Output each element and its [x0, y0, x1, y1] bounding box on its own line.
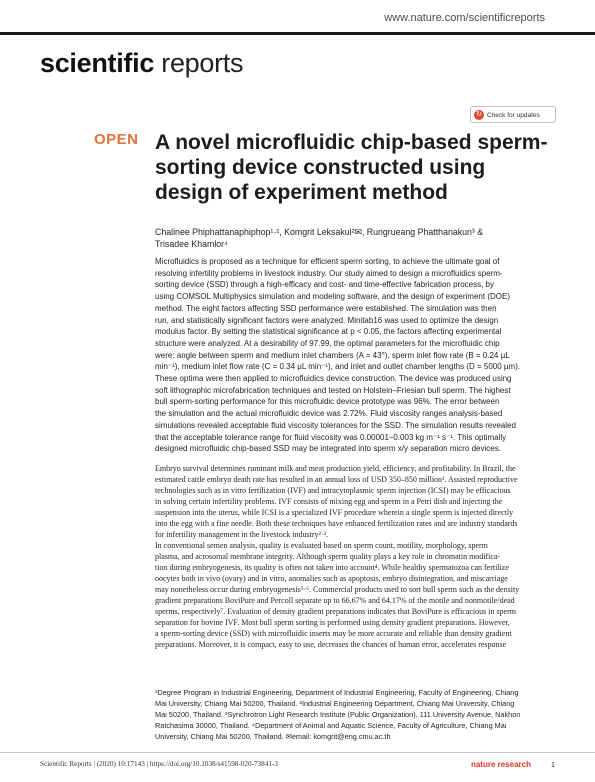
author-line[interactable]: Chalinee Phiphattanaphiphop¹·², Komgrit Leksakul²✉, Rungrueang Phatthanakun³ & — [155, 227, 484, 237]
open-access-label: OPEN — [94, 131, 139, 148]
body-line: gradient preparations BoviPure and Percoll separate up to 66.67% and 64.17% of the motile and nonmotile/dead — [155, 596, 515, 605]
abstract-line: min⁻¹), medium inlet flow rate (C = 0.34 µL min⁻¹), and inlet and outlet chamber lengths (D = 5000 µm). — [155, 362, 521, 372]
check-for-updates-button[interactable] — [470, 106, 556, 123]
body-line: a sperm-sorting device (SSD) with microfluidic inserts may be more accurate and reliable than density gradient — [155, 629, 512, 638]
abstract-line: that the acceptable tolerance range for fluid viscosity was 0.00001–0.003 kg m⁻¹ s⁻¹. This optimally — [155, 432, 507, 442]
abstract-line: the simulation and the actual microfluidic device was 2.72%. Fluid viscosity ranges analysis-based — [155, 409, 503, 419]
header-rule — [0, 32, 595, 35]
body-line: plasma, and acrosomal membrane integrity. Although sperm quality plays a key role in chromatin modifica- — [155, 552, 501, 561]
article-title: A novel microfluidic chip-based sperm-sorting device constructed using design of experiment method — [155, 131, 548, 204]
abstract-line: structure were analyzed. At a desirability of 97.99, the optimal parameters for the microfluidic chip — [155, 338, 500, 348]
journal-logo-word1: scientific — [40, 48, 155, 78]
abstract-line: Microfluidics is proposed as a technique for efficient sperm sorting, to achieve the ultimate goal of — [155, 257, 500, 266]
body-line: sperms, respectively⁷. Evaluation of density gradient preparations indicates that BoviPure is efficacious in sperm — [155, 607, 516, 616]
journal-url[interactable]: www.nature.com/scientificreports — [384, 12, 545, 24]
page-number: 1 — [550, 760, 555, 769]
refresh-icon: ↻ — [474, 110, 484, 120]
affiliation-line: Mai 50200, Thailand. ³Synchrotron Light Research Institute (Public Organization), 111 University Avenue, Nakhon — [155, 710, 521, 719]
affiliation-line: ¹Degree Program in Industrial Engineering, Department of Industrial Engineering, Faculty of Engineering, Chiang — [155, 688, 519, 697]
affiliation-line: Mai University, Chiang Mai 50200, Thailand. ²Industrial Engineering Department, Chiang Mai University, Chiang — [155, 699, 515, 708]
abstract-line: These optima were then applied to microfluidics device construction. The device was produced using — [155, 374, 512, 383]
abstract-line: designed microfluidic chip-based SSD may be integrated into sperm x/y separation micro devices. — [155, 444, 501, 454]
abstract-line: sorting device (SSD) through a high-efficacy and cost- and time-effective fabrication process, by — [155, 280, 494, 290]
abstract-line: were: angle between sperm and medium inlet chambers (A = 43°), sperm inlet flow rate (B = 0.24 µL — [155, 350, 510, 360]
body-line: may nonetheless occur during embryogenesis⁵·⁶. Commercial products used to sort bull sperm such as the density — [155, 585, 520, 594]
abstract-line: simulations revealed acceptable fluid viscosity tolerances for the SSD. The simulation results revealed — [155, 420, 516, 430]
body-line: technologies such as in vitro fertilization (IVF) and intracytoplasmic sperm injection (ICSI) may be efficacious — [155, 486, 511, 495]
affiliation-line: Ratchasima 30000, Thailand. ⁴Department of Animal and Aquatic Science, Faculty of Agriculture, Chiang Mai — [155, 721, 507, 730]
affiliation-line[interactable]: University, Chiang Mai 50200, Thailand. ✉email: komgrit@eng.cmu.ac.th — [155, 732, 391, 741]
body-line: separation for bovine IVF. Most bull sperm sorting is performed using density gradient preparations. However, — [155, 618, 510, 627]
body-line: Embryo survival determines ruminant milk and meat production yield, efficiency, and profitability. In Brazil, the — [155, 464, 516, 473]
journal-logo-word2: reports — [154, 48, 244, 78]
citation-doi-link[interactable]: Scientific Reports | (2020) 10:17143 | https://doi.org/10.1038/s41598-020-73841-3 — [40, 760, 278, 768]
body-line: estimated cattle embryo death rate has resulted in an annual loss of USD 350–850 million¹. Assisted reproductive — [155, 475, 518, 484]
publisher-logo: nature research — [470, 760, 531, 769]
body-line: in solving certain infertility problems. IVF consists of mixing egg and sperm in a Petri dish and injecting the — [155, 497, 503, 506]
body-line: oocytes both in vivo (ovary) and in vitro, anomalies such as apoptosis, embryo disintegration, and miscarriage — [155, 574, 508, 583]
body-line: preparations. Moreover, it is compact, easy to use, decreases the chances of human error, accelerates response — [155, 640, 507, 649]
abstract-line: modulus factor. By setting the statistical significance at p < 0.05, the factors affecting experimental — [155, 327, 502, 337]
abstract-line: method. The eight factors affecting SSD performance were established. The simulation was then — [155, 303, 497, 313]
body-line: In conventional semen analysis, quality is evaluated based on sperm count, motility, morphology, sperm — [155, 541, 488, 550]
abstract-line: soft lithographic microfabrication techniques and tested on Holstein–Friesian bull sperm. The highest — [155, 385, 511, 395]
abstract-line: using COMSOL Multiphysics simulation and modeling software, and the design of experiment (DOE) — [155, 292, 510, 302]
journal-logo[interactable] — [40, 48, 243, 79]
abstract-line: run, and statistically significant factors were analyzed. Minitab16 was used to optimize the design — [155, 315, 499, 325]
body-line: tion during embryogenesis, its quality is often not taken into account⁴. While healthy spermatozoa can fertilize — [155, 563, 509, 572]
check-for-updates-label: Check for updates — [487, 112, 540, 119]
abstract-line: resolving infertility problems in livestock industry. Our study aimed to design a microfluidics sperm- — [155, 268, 503, 278]
body-line: for infertility management in the livestock industry²·³. — [155, 530, 328, 539]
abstract-line: bull sperm-sorting performance for this microfluidic device prototype was 96%. The error between — [155, 397, 500, 407]
body-line: into the egg with a fine needle. Both these techniques have enhanced fertilization rates and are industry standards — [155, 519, 518, 528]
body-line: suspension into the uterus, while ICSI is a specialized IVF procedure wherein a single sperm is injected directly — [155, 508, 514, 517]
footer-rule — [0, 752, 595, 753]
author-line[interactable]: Trisadee Khamlor⁴ — [155, 239, 228, 249]
